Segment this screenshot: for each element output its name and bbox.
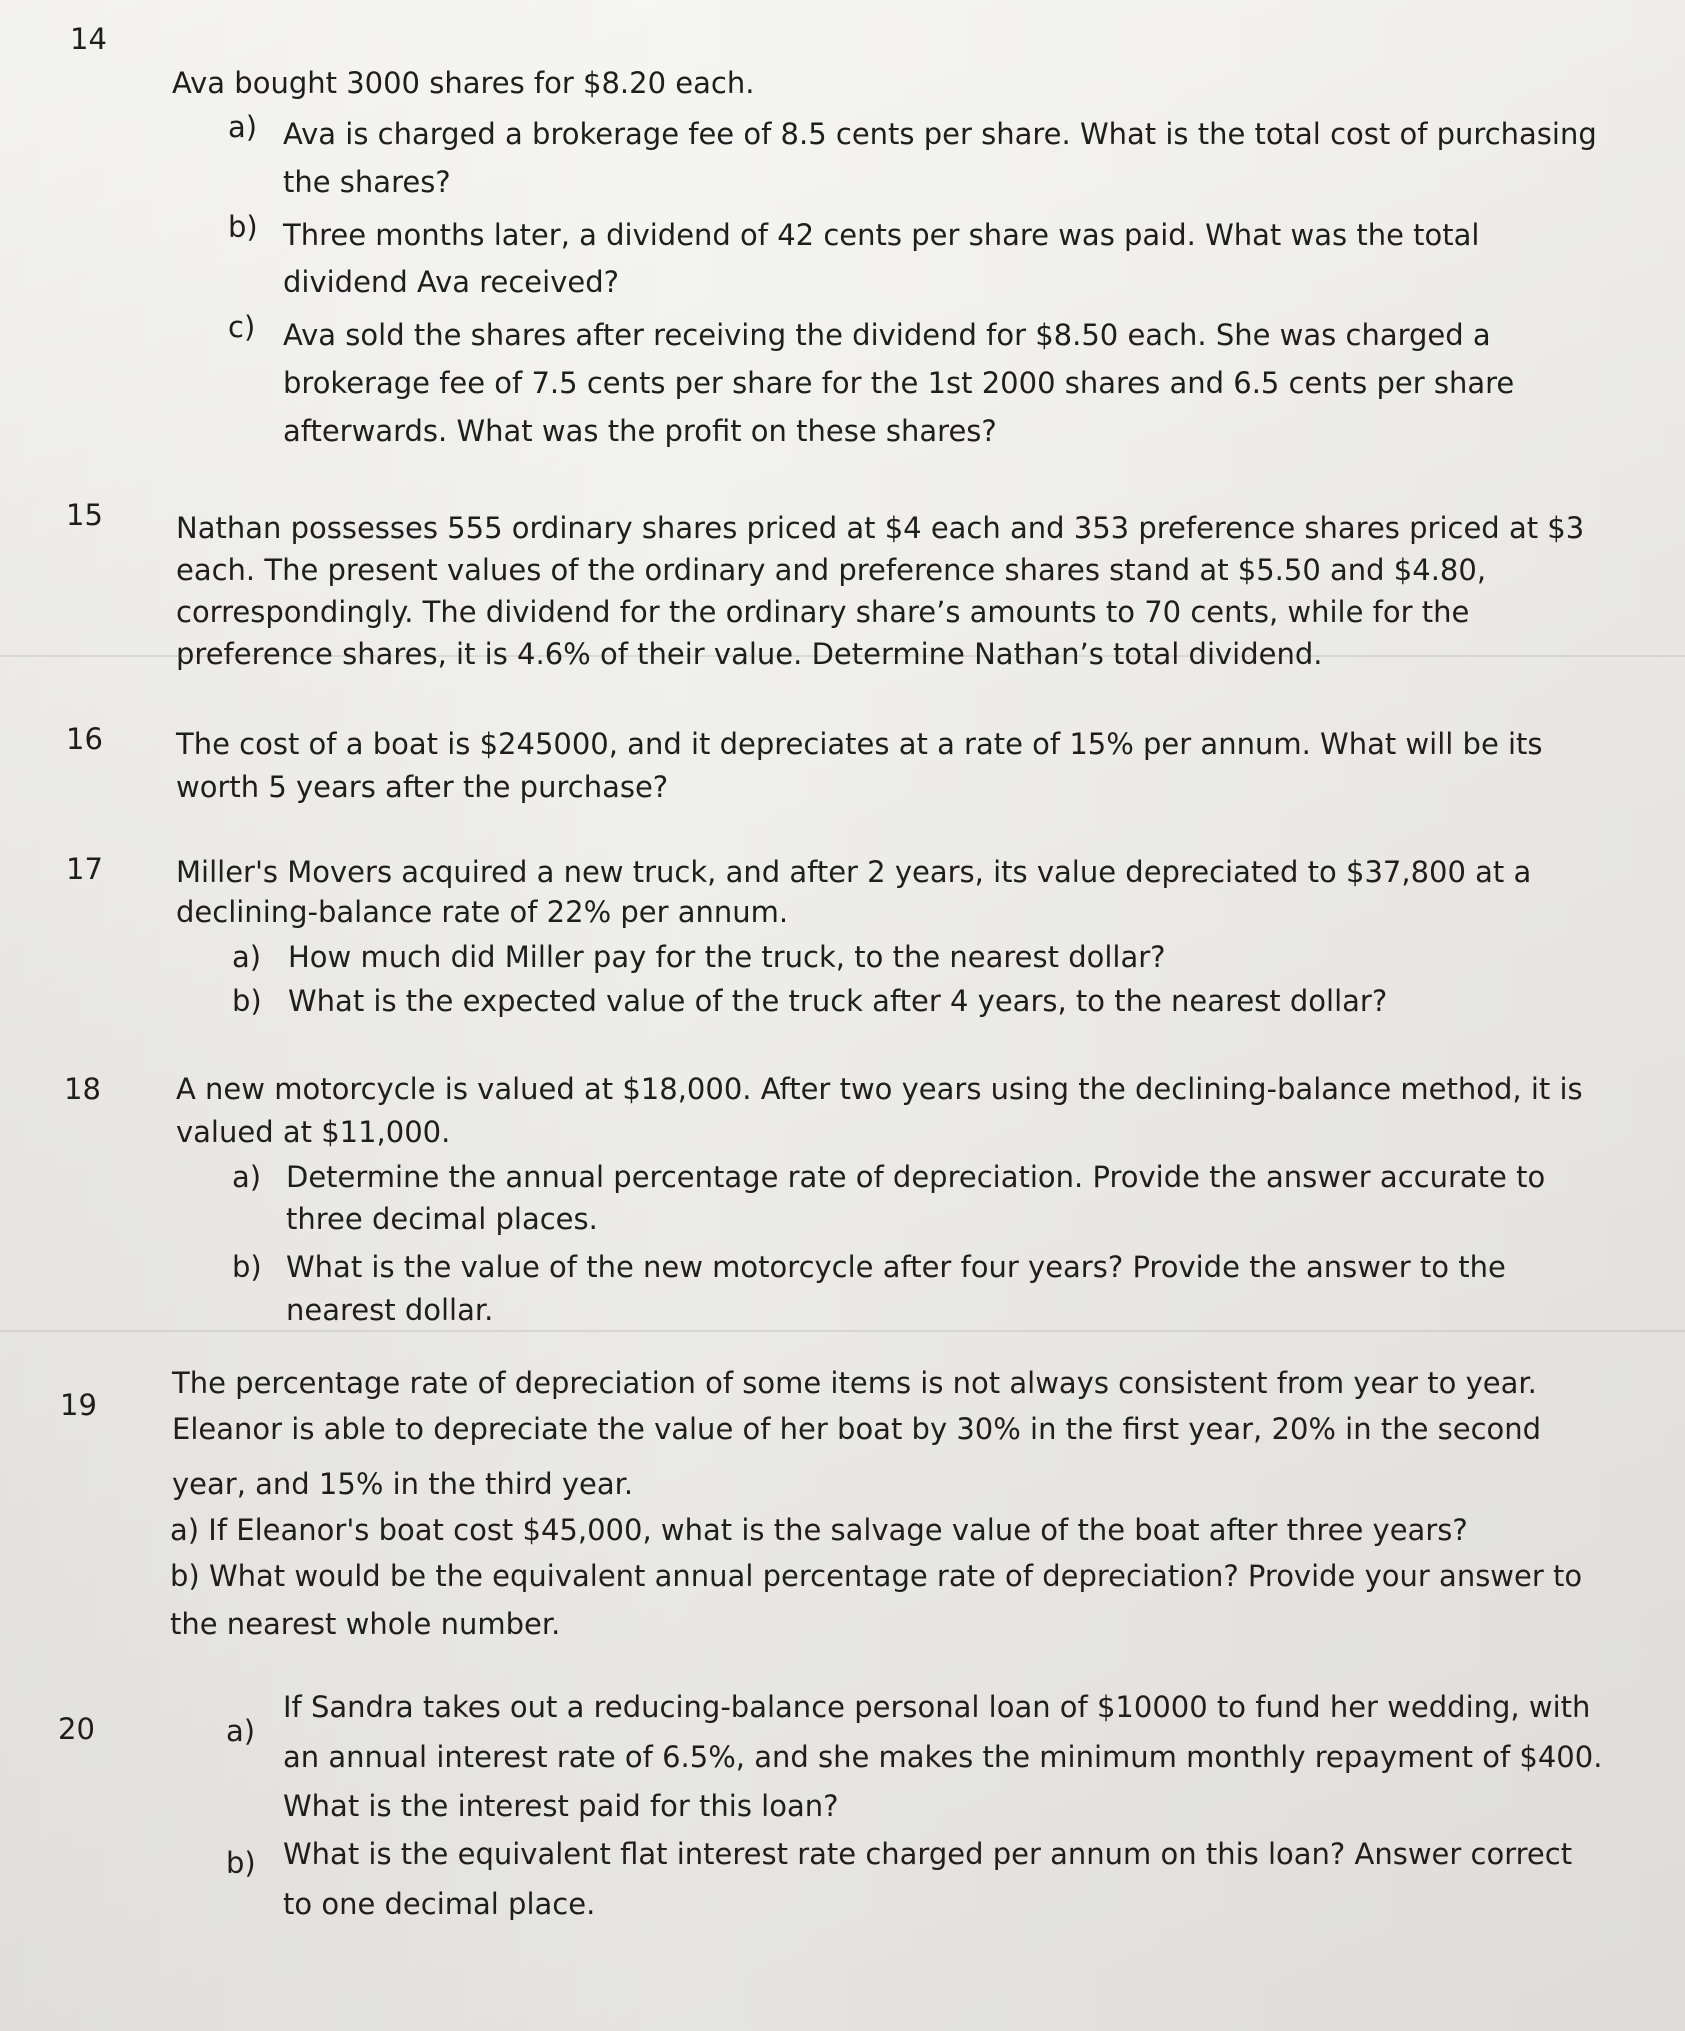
question-text: a) If Eleanor's boat cost $45,000, what is the salvage value of the boat after three years?: [170, 1513, 1468, 1547]
part-text: Determine the annual percentage rate of depreciation. Provide the answer accurate to: [286, 1160, 1546, 1194]
question-text: The cost of a boat is $245000, and it depreciates at a rate of 15% per annum. What will be its: [176, 727, 1543, 761]
part-text: dividend Ava received?: [283, 265, 620, 299]
question-text: each. The present values of the ordinary and preference shares stand at $5.50 and $4.80,: [176, 553, 1487, 587]
part-text: nearest dollar.: [286, 1293, 494, 1327]
part-text: brokerage fee of 7.5 cents per share for the 1st 2000 shares and 6.5 cents per share: [283, 366, 1515, 400]
question-number: 18: [64, 1072, 101, 1106]
question-text: A new motorcycle is valued at $18,000. After two years using the declining-balance method, it is: [176, 1072, 1583, 1106]
part-label: b): [228, 210, 258, 244]
part-text: Ava sold the shares after receiving the dividend for $8.50 each. She was charged a: [283, 318, 1491, 352]
part-label: b): [226, 1846, 256, 1880]
part-label: a): [226, 1714, 256, 1748]
question-number: 20: [58, 1712, 95, 1746]
part-text: If Sandra takes out a reducing-balance personal loan of $10000 to fund her wedding, with: [283, 1690, 1591, 1724]
question-text: declining-balance rate of 22% per annum.: [176, 895, 789, 929]
question-stem: Ava bought 3000 shares for $8.20 each.: [172, 66, 755, 100]
question-number: 17: [66, 852, 103, 886]
question-number: 19: [60, 1388, 97, 1422]
part-text: What is the value of the new motorcycle after four years? Provide the answer to the: [286, 1250, 1506, 1284]
part-label: a): [232, 940, 262, 974]
part-label: a): [228, 110, 258, 144]
question-text: valued at $11,000.: [176, 1115, 451, 1149]
question-text: correspondingly. The dividend for the ordinary share’s amounts to 70 cents, while for the: [176, 595, 1470, 629]
question-number: 16: [66, 722, 103, 756]
part-text: How much did Miller pay for the truck, to the nearest dollar?: [288, 940, 1166, 974]
question-text: Nathan possesses 555 ordinary shares priced at $4 each and 353 preference shares priced at $3: [176, 511, 1585, 545]
part-label: b): [232, 984, 262, 1018]
question-text: preference shares, it is 4.6% of their value. Determine Nathan’s total dividend.: [176, 637, 1323, 671]
paper-fold: [0, 1330, 1685, 1332]
question-number: 14: [70, 22, 107, 56]
question-text: The percentage rate of depreciation of some items is not always consistent from year to year.: [172, 1366, 1537, 1400]
part-text: What is the expected value of the truck after 4 years, to the nearest dollar?: [288, 984, 1388, 1018]
question-text: year, and 15% in the third year.: [172, 1467, 634, 1501]
part-label: c): [228, 310, 256, 344]
part-text: afterwards. What was the profit on these shares?: [283, 414, 997, 448]
part-text: three decimal places.: [286, 1202, 598, 1236]
part-text: Ava is charged a brokerage fee of 8.5 cents per share. What is the total cost of purchasing: [283, 117, 1597, 151]
part-text: an annual interest rate of 6.5%, and she makes the minimum monthly repayment of $400.: [283, 1740, 1603, 1774]
question-text: b) What would be the equivalent annual percentage rate of depreciation? Provide your answer to: [170, 1559, 1583, 1593]
question-text: Eleanor is able to depreciate the value of her boat by 30% in the first year, 20% in the second: [172, 1412, 1542, 1446]
part-label: a): [232, 1160, 262, 1194]
question-text: Miller's Movers acquired a new truck, and after 2 years, its value depreciated to $37,800 at a: [176, 855, 1532, 889]
part-label: b): [232, 1250, 262, 1284]
part-text: Three months later, a dividend of 42 cents per share was paid. What was the total: [283, 218, 1480, 252]
part-text: the shares?: [283, 165, 451, 199]
question-text: the nearest whole number.: [170, 1607, 561, 1641]
part-text: to one decimal place.: [283, 1887, 596, 1921]
part-text: What is the equivalent flat interest rate charged per annum on this loan? Answer correct: [283, 1837, 1573, 1871]
question-text: worth 5 years after the purchase?: [176, 770, 669, 804]
question-number: 15: [66, 498, 103, 532]
part-text: What is the interest paid for this loan?: [283, 1789, 839, 1823]
